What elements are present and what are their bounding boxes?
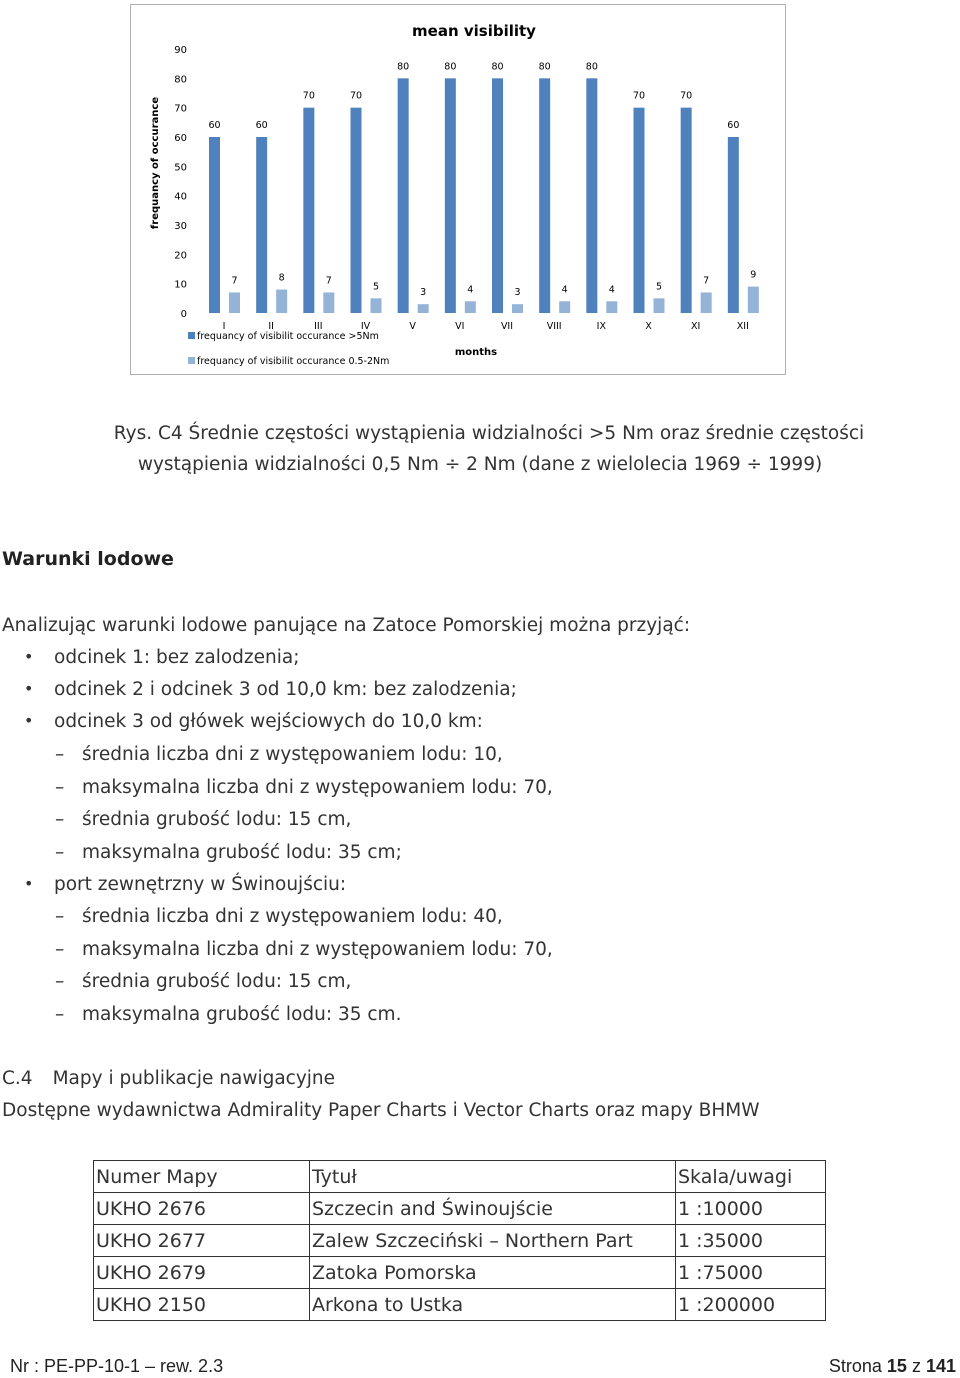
section-title: Mapy i publikacje nawigacyjne bbox=[52, 1068, 336, 1089]
data-label: 5 bbox=[372, 281, 380, 293]
table-cell: UKHO 2150 bbox=[94, 1289, 310, 1321]
table-header-row bbox=[94, 1161, 826, 1193]
bar-series1 bbox=[728, 137, 739, 313]
data-label: 4 bbox=[561, 284, 568, 296]
x-tick-label: VII bbox=[500, 321, 514, 332]
data-label: 4 bbox=[608, 284, 615, 296]
legend-label-1: frequancy of visibilit occurance >5Nm bbox=[197, 331, 379, 342]
bar-series2 bbox=[559, 301, 570, 313]
chart-title: mean visibility bbox=[412, 22, 536, 40]
ice-intro: Analizując warunki lodowe panujące na Zatoce Pomorskiej można przyjąć: bbox=[2, 615, 691, 636]
data-label: 4 bbox=[467, 284, 474, 296]
bar-series1 bbox=[445, 78, 456, 313]
x-tick-label: IV bbox=[360, 321, 371, 332]
table-cell: 1 :35000 bbox=[676, 1225, 826, 1257]
data-label: 7 bbox=[703, 275, 710, 287]
bar-series1 bbox=[681, 108, 692, 313]
table-cell: 1 :75000 bbox=[676, 1257, 826, 1289]
dash-icon: – bbox=[55, 906, 65, 927]
y-tick-label: 30 bbox=[174, 221, 187, 232]
x-axis-label: months bbox=[454, 347, 498, 358]
bar-series2 bbox=[606, 301, 617, 313]
bar-series1 bbox=[586, 78, 597, 313]
footer-doc-number: Nr : PE-PP-10-1 – rew. 2.3 bbox=[10, 1356, 224, 1376]
x-tick-label: XI bbox=[691, 321, 701, 332]
chart-svg bbox=[131, 5, 785, 374]
y-axis-label: frequancy of occurance bbox=[150, 96, 161, 230]
y-tick-label: 20 bbox=[174, 250, 187, 262]
bullet-icon: • bbox=[24, 874, 34, 893]
legend-label-2: frequancy of visibilit occurance 0.5-2Nm bbox=[197, 356, 390, 367]
data-label: 80 bbox=[444, 61, 457, 73]
bar-series2 bbox=[229, 292, 240, 313]
bar-series1 bbox=[634, 108, 645, 313]
section-intro: Dostępne wydawnictwa Admirality Paper Charts i Vector Charts oraz mapy BHMW bbox=[2, 1100, 760, 1121]
bar-series2 bbox=[512, 304, 523, 313]
table-row bbox=[94, 1193, 826, 1225]
table-row bbox=[94, 1257, 826, 1289]
data-label: 3 bbox=[420, 287, 427, 299]
x-tick-label: X bbox=[645, 321, 652, 332]
bar-series1 bbox=[256, 137, 267, 313]
table-cell: 1 :10000 bbox=[676, 1193, 826, 1225]
data-label: 70 bbox=[302, 90, 315, 102]
page-number: 15 bbox=[886, 1356, 907, 1376]
bar-series1 bbox=[398, 78, 409, 313]
legend-swatch-2 bbox=[188, 357, 195, 364]
figure-caption-line2: wystąpienia widzialności 0,5 Nm ÷ 2 Nm (dane z wielolecia 1969 ÷ 1999) bbox=[137, 454, 823, 475]
dash-icon: – bbox=[55, 939, 65, 960]
data-label: 80 bbox=[585, 61, 598, 73]
table-row bbox=[94, 1289, 826, 1321]
data-label: 9 bbox=[750, 269, 757, 281]
dash-icon: – bbox=[55, 1004, 65, 1025]
data-label: 60 bbox=[208, 120, 221, 131]
section-number: C.4 bbox=[2, 1068, 33, 1089]
y-tick-label: 10 bbox=[174, 279, 187, 291]
bar-series2 bbox=[701, 292, 712, 313]
y-tick-label: 70 bbox=[174, 103, 187, 115]
table-header-cell: Tytuł bbox=[310, 1161, 676, 1193]
data-label: 60 bbox=[255, 120, 268, 131]
bar-series2 bbox=[276, 290, 287, 313]
bar-series2 bbox=[323, 292, 334, 313]
data-label: 80 bbox=[538, 61, 551, 73]
table-cell: Zatoka Pomorska bbox=[310, 1257, 676, 1289]
table-cell: UKHO 2677 bbox=[94, 1225, 310, 1257]
data-label: 70 bbox=[632, 90, 646, 102]
data-label: 7 bbox=[325, 275, 332, 287]
table-header-cell: Skala/uwagi bbox=[676, 1161, 826, 1193]
dash-icon: – bbox=[55, 842, 65, 863]
data-label: 80 bbox=[397, 61, 410, 73]
footer-page-info: Strona 15 z 141 bbox=[828, 1356, 956, 1376]
bar-series2 bbox=[465, 301, 476, 313]
bar-series2 bbox=[418, 304, 429, 313]
visibility-chart bbox=[130, 4, 786, 375]
dash-icon: – bbox=[55, 809, 65, 830]
data-label: 7 bbox=[231, 275, 238, 287]
table-cell: Arkona to Ustka bbox=[310, 1289, 676, 1321]
figure-caption-line1: Rys. C4 Średnie częstości wystąpienia widzialności >5 Nm oraz średnie częstości bbox=[113, 423, 865, 444]
data-label: 70 bbox=[349, 90, 363, 102]
x-tick-label: II bbox=[268, 321, 274, 332]
bar-series2 bbox=[371, 298, 382, 313]
table-cell: 1 :200000 bbox=[676, 1289, 826, 1321]
table-cell: UKHO 2679 bbox=[94, 1257, 310, 1289]
data-label: 70 bbox=[680, 90, 693, 102]
legend-swatch-1 bbox=[188, 332, 195, 339]
x-tick-label: III bbox=[314, 321, 323, 332]
table-header-cell: Numer Mapy bbox=[94, 1161, 310, 1193]
bar-series2 bbox=[748, 287, 759, 313]
bullet-icon: • bbox=[24, 679, 34, 698]
table-row bbox=[94, 1225, 826, 1257]
x-tick-label: V bbox=[409, 321, 416, 332]
bar-series2 bbox=[654, 298, 665, 313]
bar-series1 bbox=[303, 108, 314, 313]
data-label: 3 bbox=[514, 287, 521, 299]
y-tick-label: 0 bbox=[180, 309, 187, 320]
table-cell: UKHO 2676 bbox=[94, 1193, 310, 1225]
x-tick-label: IX bbox=[596, 321, 606, 332]
x-tick-label: I bbox=[222, 321, 226, 332]
bullet-icon: • bbox=[24, 647, 34, 666]
y-tick-label: 40 bbox=[174, 191, 187, 203]
y-tick-label: 90 bbox=[174, 45, 187, 56]
table-cell: Zalew Szczeciński – Northern Part bbox=[310, 1225, 676, 1257]
dash-icon: – bbox=[55, 744, 65, 765]
data-label: 80 bbox=[491, 61, 504, 73]
y-tick-label: 50 bbox=[174, 162, 187, 174]
ice-heading: Warunki lodowe bbox=[2, 548, 174, 570]
dash-icon: – bbox=[55, 971, 65, 992]
x-tick-label: XII bbox=[736, 321, 749, 332]
y-tick-label: 80 bbox=[174, 74, 187, 86]
page-total: 141 bbox=[925, 1356, 956, 1376]
dash-icon: – bbox=[55, 777, 65, 798]
bar-series1 bbox=[351, 108, 362, 313]
bar-series1 bbox=[492, 78, 503, 313]
bar-series1 bbox=[539, 78, 550, 313]
data-label: 60 bbox=[727, 120, 740, 131]
data-label: 5 bbox=[655, 281, 663, 293]
bar-series1 bbox=[209, 137, 220, 313]
x-tick-label: VI bbox=[455, 321, 465, 332]
section-heading bbox=[2, 1068, 335, 1089]
table-cell: Szczecin and Świnoujście bbox=[310, 1193, 676, 1225]
data-label: 8 bbox=[278, 272, 285, 284]
bullet-icon: • bbox=[24, 711, 34, 730]
x-tick-label: VIII bbox=[546, 321, 562, 332]
y-tick-label: 60 bbox=[174, 133, 187, 144]
maps-table bbox=[93, 1160, 826, 1321]
